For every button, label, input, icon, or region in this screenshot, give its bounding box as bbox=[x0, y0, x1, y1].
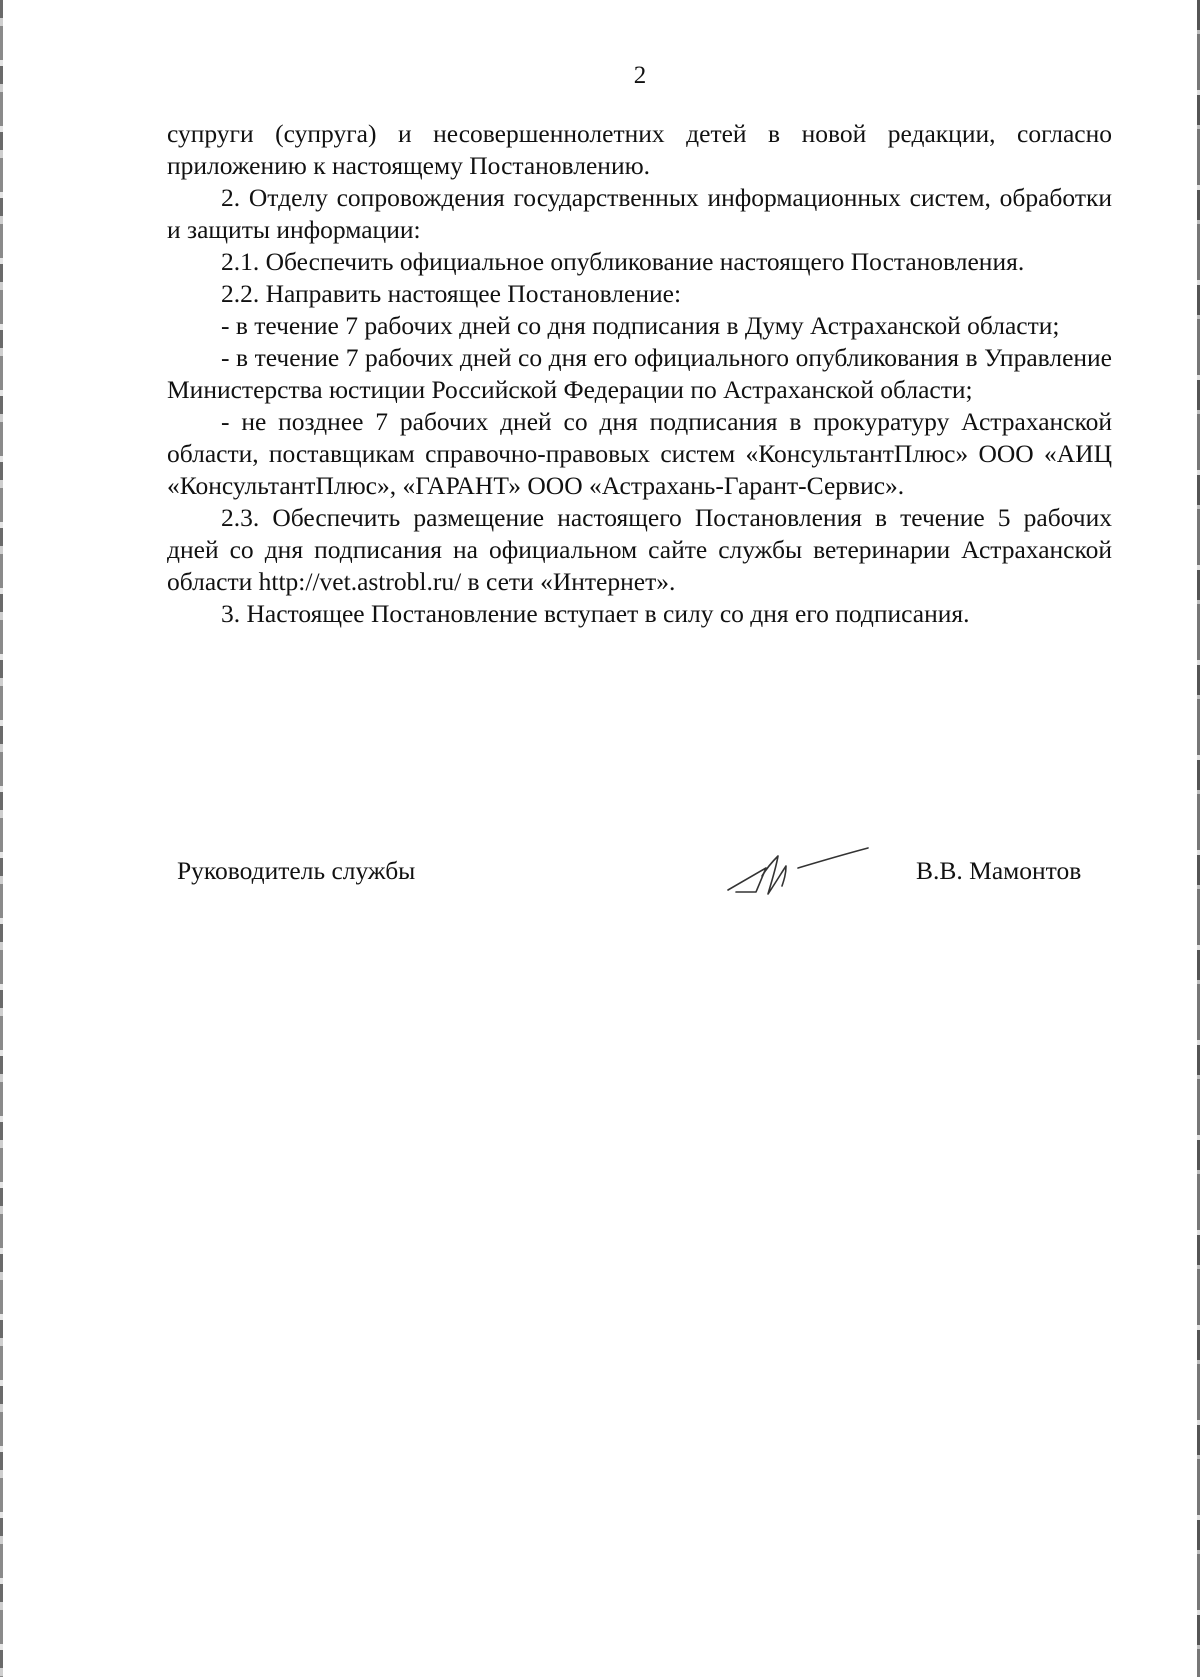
paragraph-duma: - в течение 7 рабочих дней со дня подписания в Думу Астраханской области; bbox=[221, 311, 1060, 340]
paragraph-item-2-2: 2.2. Направить настоящее Постановление: bbox=[221, 279, 682, 308]
document-body bbox=[167, 118, 1112, 630]
paragraph-item-2-1: 2.1. Обеспечить официальное опубликование настоящего Постановления. bbox=[221, 247, 1025, 276]
paragraph-continuation: супруги (супруга) и несовершеннолетних детей в новой редакции, согласно приложению к настоящему Постановлению. bbox=[167, 119, 1112, 180]
handwritten-signature bbox=[722, 842, 872, 902]
paragraph-justice-ministry: - в течение 7 рабочих дней со дня его официального опубликования в Управление Министерства юстиции Российской Федерации по Астраханской области; bbox=[167, 343, 1112, 404]
signatory-name: В.В. Мамонтов bbox=[916, 856, 1082, 885]
scan-edge-left bbox=[0, 0, 3, 1677]
page-number: 2 bbox=[633, 62, 647, 89]
signatory-position: Руководитель службы bbox=[177, 856, 416, 885]
paragraph-item-2-3: 2.3. Обеспечить размещение настоящего Постановления в течение 5 рабочих дней со дня подписания на официальном сайте службы ветеринарии Астраханской области http://vet.astrobl.ru/ в сети «Интернет». bbox=[167, 503, 1112, 596]
paragraph-item-2: 2. Отделу сопровождения государственных информационных систем, обработки и защиты информации: bbox=[167, 183, 1112, 244]
signature-block bbox=[0, 856, 1200, 916]
paragraph-item-3: 3. Настоящее Постановление вступает в силу со дня его подписания. bbox=[221, 599, 970, 628]
paragraph-prosecutor: - не позднее 7 рабочих дней со дня подписания в прокуратуру Астраханской области, поставщикам справочно-правовых систем «КонсультантПлюс» ООО «АИЦ «КонсультантПлюс», «ГАРАНТ» ООО «Астрахань-Гарант-Сервис». bbox=[167, 407, 1112, 500]
